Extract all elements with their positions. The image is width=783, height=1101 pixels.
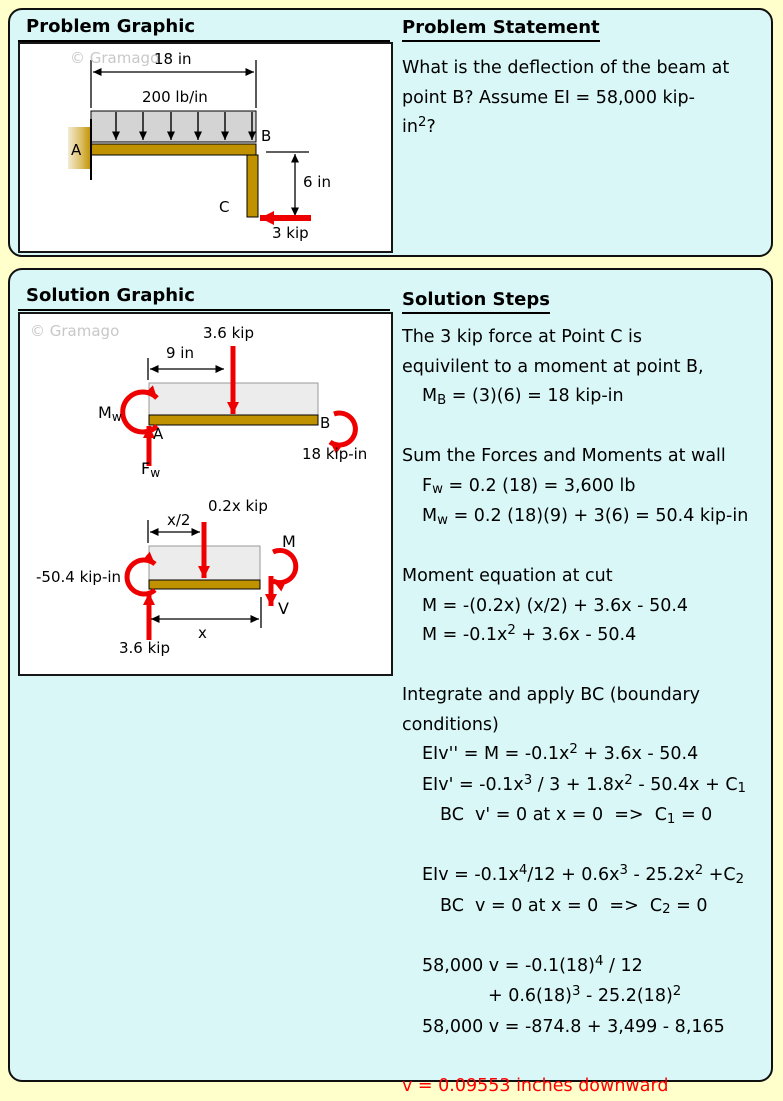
- problem-graphic-title: Problem Graphic: [18, 15, 390, 42]
- d1-dim-9-label: 9 in: [166, 345, 194, 362]
- solution-step-line: MB = (3)(6) = 18 kip-in: [402, 382, 780, 413]
- solution-step-line: [402, 533, 780, 563]
- solution-graphic-box: [18, 312, 393, 676]
- problem-panel: [8, 8, 773, 257]
- point-a-label: A: [71, 142, 81, 159]
- d2-dim-x2-label: x/2: [167, 512, 190, 529]
- solution-step-line: Moment equation at cut: [402, 562, 780, 592]
- problem-statement-text: [402, 54, 780, 144]
- dim-18-label: 18 in: [154, 51, 192, 68]
- force-3kip-label: 3 kip: [272, 225, 309, 242]
- d1-point-b-label: B: [320, 415, 330, 432]
- problem-graphic-box: [18, 42, 393, 253]
- solution-step-line: [402, 652, 780, 682]
- solution-step-line: + $0.6(18)^3 - 25.2(18)^2$: [402, 982, 780, 1013]
- d2-reaction-label: 3.6 kip: [119, 640, 170, 657]
- solution-step-line: 58,000 $v = -0.1(18)^4 / 12$: [402, 952, 780, 983]
- d1-moment-b-label: 18 kip-in: [302, 446, 367, 463]
- solution-step-line: BC v' = 0 at x = 0 => C1 = 0: [402, 801, 780, 832]
- d1-moment-b-arc: [330, 413, 355, 445]
- solution-step-line: The 3 kip force at Point C is: [402, 323, 780, 353]
- solution-step-line: 58,000 v = -874.8 + 3,499 - 8,165: [402, 1013, 780, 1043]
- d2-dim-x-label: x: [198, 625, 207, 642]
- solution-step-line: $EIv' = -0.1x^3 / 3 + 1.8x^2 - 50.4x + C1$: [402, 771, 780, 802]
- solution-step-line: [402, 922, 780, 952]
- d2-beam-bar: [149, 580, 260, 589]
- d2-moment-m-arc: [273, 551, 296, 583]
- solution-steps-title: Solution Steps: [402, 289, 550, 314]
- solution-step-line: [402, 413, 780, 443]
- d2-moment-m-label: M: [282, 533, 296, 551]
- solution-step-line: Fw = 0.2 (18) = 3,600 lb: [402, 472, 780, 503]
- problem-statement-line: $in^2$?: [402, 113, 780, 144]
- d1-force-label: 3.6 kip: [203, 325, 254, 342]
- d2-moment-left-label: -50.4 kip-in: [36, 569, 121, 586]
- solution-step-line: conditions): [402, 711, 780, 741]
- problem-statement-title: Problem Statement: [402, 17, 600, 42]
- d2-force-label: 0.2x kip: [208, 498, 268, 515]
- d1-moment-wall-label: Mw: [98, 404, 122, 422]
- load-label: 200 lb/in: [142, 89, 208, 106]
- solution-step-line: BC v = 0 at x = 0 => C2 = 0: [402, 892, 780, 923]
- solution-step-line: equivilent to a moment at point B,: [402, 353, 780, 383]
- beam-horizontal: [91, 144, 256, 155]
- problem-statement-line: What is the deflection of the beam at: [402, 54, 780, 84]
- solution-step-line: [402, 832, 780, 862]
- d2-shear-v-label: V: [278, 600, 289, 618]
- point-c-label: C: [219, 199, 229, 216]
- d1-point-a-label: A: [153, 426, 163, 443]
- solution-steps-lines: [402, 323, 780, 1101]
- watermark: © Gramago: [30, 322, 119, 340]
- point-b-label: B: [261, 128, 271, 145]
- d1-beam-bar: [149, 415, 318, 425]
- solution-result-line: v = 0.09553 inches downward: [402, 1072, 780, 1101]
- d1-reaction-label: Fw: [141, 460, 160, 478]
- problem-statement-line: point B? Assume EI = 58,000 kip-: [402, 84, 780, 114]
- solution-step-line: EIv = $-0.1x^4/12 + 0.6x^3 - 25.2x^2 +C2$: [402, 861, 780, 892]
- watermark: © Gramago: [70, 49, 159, 67]
- solution-step-line: Mw = 0.2 (18)(9) + 3(6) = 50.4 kip-in: [402, 502, 780, 533]
- solution-step-line: $EIv'' = M = -0.1x^2 + 3.6x - 50.4$: [402, 740, 780, 771]
- solution-step-line: Sum the Forces and Moments at wall: [402, 442, 780, 472]
- solution-step-line: Integrate and apply BC (boundary: [402, 681, 780, 711]
- beam-vertical-member: [247, 155, 258, 217]
- solution-panel: [8, 268, 773, 1082]
- solution-step-line: [402, 1042, 780, 1072]
- dim-6-label: 6 in: [303, 174, 331, 191]
- solution-graphic-title: Solution Graphic: [18, 284, 390, 311]
- solution-free-body-diagrams: [20, 314, 391, 674]
- solution-step-line: M = -(0.2x) (x/2) + 3.6x - 50.4: [402, 592, 780, 622]
- solution-step-line: $M = -0.1x^2 + 3.6x - 50.4$: [402, 621, 780, 652]
